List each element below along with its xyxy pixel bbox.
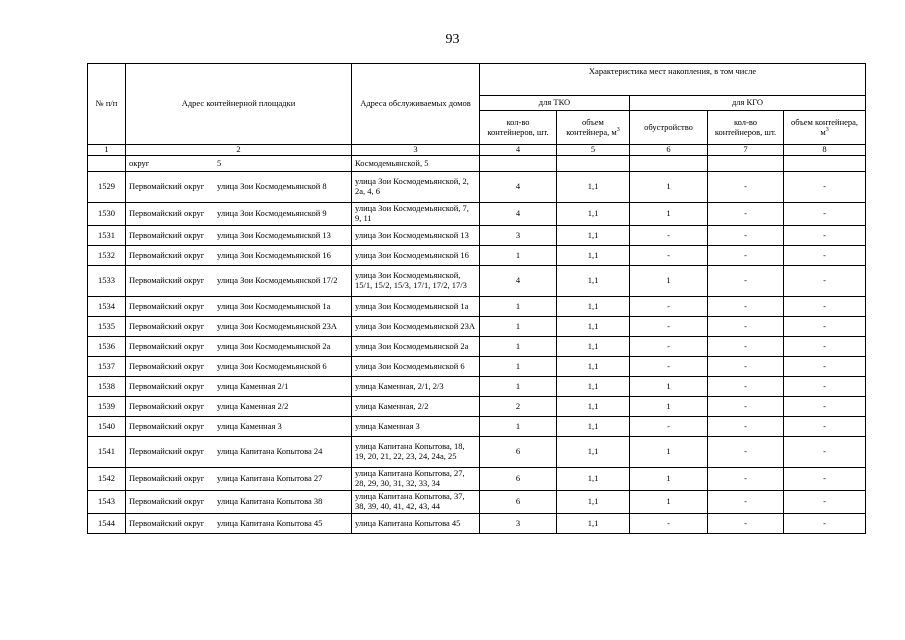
col-number: 2	[126, 145, 352, 156]
district-name: округ	[129, 157, 150, 168]
tko-volume-cell: 1,1	[557, 226, 630, 246]
table-row	[88, 226, 866, 246]
kgo-count-cell	[708, 156, 784, 172]
header-kgo-count: кол-во контейнеров, шт.	[708, 111, 784, 145]
table-row	[88, 377, 866, 397]
district-name: Первомайский округ	[129, 360, 205, 371]
kgo-count-cell: -	[708, 172, 784, 203]
site-address-cell	[126, 226, 352, 246]
arrangement-cell: 1	[630, 172, 708, 203]
tko-volume-cell: 1,1	[557, 377, 630, 397]
tko-volume-cell: 1,1	[557, 397, 630, 417]
district-name: Первомайский округ	[129, 320, 205, 331]
col-number: 6	[630, 145, 708, 156]
row-number: 1531	[88, 226, 126, 246]
site-address-cell	[126, 337, 352, 357]
row-number: 1529	[88, 172, 126, 203]
served-addresses-cell: Космодемьянской, 5	[352, 156, 480, 172]
header-kgo: для КГО	[630, 96, 866, 111]
site-address-cell	[126, 297, 352, 317]
tko-count-cell: 4	[480, 172, 557, 203]
header-tko-volume: объем контейнера, $м^3$	[557, 111, 630, 145]
district-name: Первомайский округ	[129, 275, 205, 286]
table-row	[88, 317, 866, 337]
district-name: Первомайский округ	[129, 208, 205, 219]
tko-volume-cell: 1,1	[557, 246, 630, 266]
row-number: 1544	[88, 514, 126, 534]
tko-volume-cell: 1,1	[557, 357, 630, 377]
arrangement-cell: -	[630, 337, 708, 357]
row-number: 1538	[88, 377, 126, 397]
site-address-cell	[126, 491, 352, 514]
tko-volume-cell: 1,1	[557, 337, 630, 357]
tko-count-cell: 1	[480, 377, 557, 397]
arrangement-cell: -	[630, 246, 708, 266]
site-address-cell	[126, 514, 352, 534]
table-row	[88, 417, 866, 437]
tko-count-cell: 1	[480, 357, 557, 377]
tko-count-cell: 4	[480, 266, 557, 297]
table-row	[88, 357, 866, 377]
table-row	[88, 172, 866, 203]
tko-count-cell: 6	[480, 468, 557, 491]
site-street: улица Капитана Копытова 38	[217, 496, 323, 507]
col-number: 7	[708, 145, 784, 156]
kgo-volume-cell: -	[784, 377, 866, 397]
district-name: Первомайский округ	[129, 181, 205, 192]
table-row	[88, 266, 866, 297]
kgo-volume-cell: -	[784, 397, 866, 417]
col-number: 1	[88, 145, 126, 156]
site-street: улица Зои Космодемьянской 16	[217, 249, 331, 260]
table-body	[88, 156, 866, 534]
district-name: Первомайский округ	[129, 400, 205, 411]
kgo-count-cell: -	[708, 417, 784, 437]
row-number: 1541	[88, 437, 126, 468]
kgo-volume-cell: -	[784, 203, 866, 226]
table-row	[88, 514, 866, 534]
kgo-count-cell: -	[708, 317, 784, 337]
arrangement-cell: -	[630, 317, 708, 337]
arrangement-cell: 1	[630, 397, 708, 417]
site-street: улица Зои Космодемьянской 9	[217, 208, 327, 219]
table-row	[88, 246, 866, 266]
kgo-volume-cell: -	[784, 246, 866, 266]
site-address-cell	[126, 397, 352, 417]
served-addresses-cell: улица Зои Космодемьянской, 2, 2а, 4, 6	[352, 172, 480, 203]
tko-volume-cell: 1,1	[557, 437, 630, 468]
kgo-count-cell: -	[708, 337, 784, 357]
tko-volume-cell: 1,1	[557, 297, 630, 317]
tko-count-cell: 1	[480, 246, 557, 266]
page-number: 93	[445, 32, 460, 47]
arrangement-cell: -	[630, 297, 708, 317]
served-addresses-cell: улица Капитана Копытова, 37, 38, 39, 40, 41, 42, 43, 44	[352, 491, 480, 514]
arrangement-cell: -	[630, 226, 708, 246]
site-street: улица Зои Космодемьянской 1а	[217, 300, 331, 311]
arrangement-cell: -	[630, 514, 708, 534]
kgo-count-cell: -	[708, 246, 784, 266]
row-number	[88, 156, 126, 172]
header-tko: для ТКО	[480, 96, 630, 111]
row-number: 1543	[88, 491, 126, 514]
site-address-cell	[126, 417, 352, 437]
kgo-volume-cell: -	[784, 468, 866, 491]
tko-volume-cell: 1,1	[557, 172, 630, 203]
row-number: 1535	[88, 317, 126, 337]
row-number: 1540	[88, 417, 126, 437]
header-kgo-volume: объем контейнера, $м^3$	[784, 111, 866, 145]
tko-count-cell: 6	[480, 491, 557, 514]
tko-count-cell: 1	[480, 417, 557, 437]
site-street: улица Зои Космодемьянской 8	[217, 181, 327, 192]
arrangement-cell: 1	[630, 266, 708, 297]
tko-volume-cell	[557, 156, 630, 172]
served-addresses-cell: улица Капитана Копытова, 27, 28, 29, 30, 31, 32, 33, 34	[352, 468, 480, 491]
kgo-count-cell: -	[708, 437, 784, 468]
tko-volume-cell: 1,1	[557, 317, 630, 337]
site-street: улица Капитана Копытова 45	[217, 517, 323, 528]
kgo-count-cell: -	[708, 226, 784, 246]
served-addresses-cell: улица Зои Космодемьянской, 7, 9, 11	[352, 203, 480, 226]
served-addresses-cell: улица Каменная 3	[352, 417, 480, 437]
site-street: улица Каменная 2/2	[217, 400, 289, 411]
tko-count-cell	[480, 156, 557, 172]
served-addresses-cell: улица Зои Космодемьянской, 15/1, 15/2, 15/3, 17/1, 17/2, 17/3	[352, 266, 480, 297]
kgo-count-cell: -	[708, 357, 784, 377]
site-address-cell	[126, 357, 352, 377]
kgo-volume-cell: -	[784, 266, 866, 297]
header-arrangement: обустройство	[630, 111, 708, 145]
kgo-count-cell: -	[708, 297, 784, 317]
site-address-cell	[126, 377, 352, 397]
row-number: 1537	[88, 357, 126, 377]
kgo-volume-cell: -	[784, 317, 866, 337]
district-name: Первомайский округ	[129, 420, 205, 431]
kgo-volume-cell: -	[784, 491, 866, 514]
tko-volume-cell: 1,1	[557, 266, 630, 297]
site-street: улица Зои Космодемьянской 23А	[217, 320, 338, 331]
site-address-cell	[126, 468, 352, 491]
district-name: Первомайский округ	[129, 517, 205, 528]
served-addresses-cell: улица Зои Космодемьянской 13	[352, 226, 480, 246]
arrangement-cell: -	[630, 357, 708, 377]
district-name: Первомайский округ	[129, 496, 205, 507]
site-address-cell	[126, 266, 352, 297]
kgo-count-cell: -	[708, 468, 784, 491]
row-number: 1533	[88, 266, 126, 297]
tko-count-cell: 1	[480, 317, 557, 337]
arrangement-cell: 1	[630, 468, 708, 491]
site-street: улица Капитана Копытова 27	[217, 473, 323, 484]
kgo-volume-cell: -	[784, 297, 866, 317]
col-number: 5	[557, 145, 630, 156]
district-name: Первомайский округ	[129, 249, 205, 260]
district-name: Первомайский округ	[129, 229, 205, 240]
site-address-cell	[126, 156, 352, 172]
kgo-volume-cell: -	[784, 357, 866, 377]
row-number: 1539	[88, 397, 126, 417]
site-street: улица Каменная 2/1	[217, 380, 289, 391]
tko-count-cell: 3	[480, 226, 557, 246]
kgo-count-cell: -	[708, 266, 784, 297]
district-name: Первомайский округ	[129, 380, 205, 391]
kgo-volume-cell: -	[784, 226, 866, 246]
arrangement-cell: 1	[630, 203, 708, 226]
served-addresses-cell: улица Зои Космодемьянской 16	[352, 246, 480, 266]
site-address-cell	[126, 203, 352, 226]
kgo-count-cell: -	[708, 377, 784, 397]
header-site-address: Адрес контейнерной площадки	[126, 64, 352, 145]
tko-count-cell: 1	[480, 297, 557, 317]
served-addresses-cell: улица Капитана Копытова 45	[352, 514, 480, 534]
kgo-volume-cell: -	[784, 417, 866, 437]
tko-volume-cell: 1,1	[557, 514, 630, 534]
container-sites-table	[87, 63, 866, 534]
table-row	[88, 297, 866, 317]
table-row	[88, 203, 866, 226]
row-number: 1530	[88, 203, 126, 226]
kgo-volume-cell: -	[784, 514, 866, 534]
served-addresses-cell: улица Капитана Копытова, 18, 19, 20, 21, 22, 23, 24, 24а, 25	[352, 437, 480, 468]
arrangement-cell: -	[630, 417, 708, 437]
site-street: улица Капитана Копытова 24	[217, 446, 323, 457]
served-addresses-cell: улица Каменная, 2/2	[352, 397, 480, 417]
table-row	[88, 337, 866, 357]
arrangement-cell: 1	[630, 491, 708, 514]
col-number: 3	[352, 145, 480, 156]
site-street: улица Зои Космодемьянской 6	[217, 360, 327, 371]
served-addresses-cell: улица Каменная, 2/1, 2/3	[352, 377, 480, 397]
kgo-volume-cell: -	[784, 337, 866, 357]
served-addresses-cell: улица Зои Космодемьянской 1а	[352, 297, 480, 317]
served-addresses-cell: улица Зои Космодемьянской 2а	[352, 337, 480, 357]
row-number: 1542	[88, 468, 126, 491]
site-address-cell	[126, 172, 352, 203]
served-addresses-cell: улица Зои Космодемьянской 6	[352, 357, 480, 377]
col-number: 8	[784, 145, 866, 156]
site-address-cell	[126, 246, 352, 266]
row-number: 1534	[88, 297, 126, 317]
tko-volume-cell: 1,1	[557, 203, 630, 226]
kgo-count-cell: -	[708, 203, 784, 226]
site-street: 5	[217, 157, 222, 168]
site-address-cell	[126, 317, 352, 337]
tko-count-cell: 3	[480, 514, 557, 534]
kgo-volume-cell	[784, 156, 866, 172]
tko-count-cell: 2	[480, 397, 557, 417]
district-name: Первомайский округ	[129, 340, 205, 351]
row-number: 1532	[88, 246, 126, 266]
kgo-count-cell: -	[708, 514, 784, 534]
district-name: Первомайский округ	[129, 473, 205, 484]
col-number: 4	[480, 145, 557, 156]
header-num: № п/п	[88, 64, 126, 145]
table-row	[88, 397, 866, 417]
row-number: 1536	[88, 337, 126, 357]
tko-count-cell: 6	[480, 437, 557, 468]
site-street: улица Каменная 3	[217, 420, 282, 431]
tko-volume-cell: 1,1	[557, 417, 630, 437]
table-row	[88, 437, 866, 468]
tko-volume-cell: 1,1	[557, 491, 630, 514]
arrangement-cell	[630, 156, 708, 172]
served-addresses-cell: улица Зои Космодемьянской 23А	[352, 317, 480, 337]
district-name: Первомайский округ	[129, 300, 205, 311]
site-street: улица Зои Космодемьянской 2а	[217, 340, 331, 351]
arrangement-cell: 1	[630, 437, 708, 468]
tko-volume-cell: 1,1	[557, 468, 630, 491]
district-name: Первомайский округ	[129, 446, 205, 457]
header-characteristics: Характеристика мест накопления, в том числе	[480, 64, 866, 96]
kgo-count-cell: -	[708, 491, 784, 514]
table-row	[88, 156, 866, 172]
tko-count-cell: 1	[480, 337, 557, 357]
header-served-addresses: Адреса обслуживаемых домов	[352, 64, 480, 145]
site-address-cell	[126, 437, 352, 468]
table-row	[88, 468, 866, 491]
arrangement-cell: 1	[630, 377, 708, 397]
tko-count-cell: 4	[480, 203, 557, 226]
kgo-volume-cell: -	[784, 437, 866, 468]
kgo-volume-cell: -	[784, 172, 866, 203]
table-row	[88, 491, 866, 514]
site-street: улица Зои Космодемьянской 17/2	[217, 275, 338, 286]
kgo-count-cell: -	[708, 397, 784, 417]
site-street: улица Зои Космодемьянской 13	[217, 229, 331, 240]
header-tko-count: кол-во контейнеров, шт.	[480, 111, 557, 145]
